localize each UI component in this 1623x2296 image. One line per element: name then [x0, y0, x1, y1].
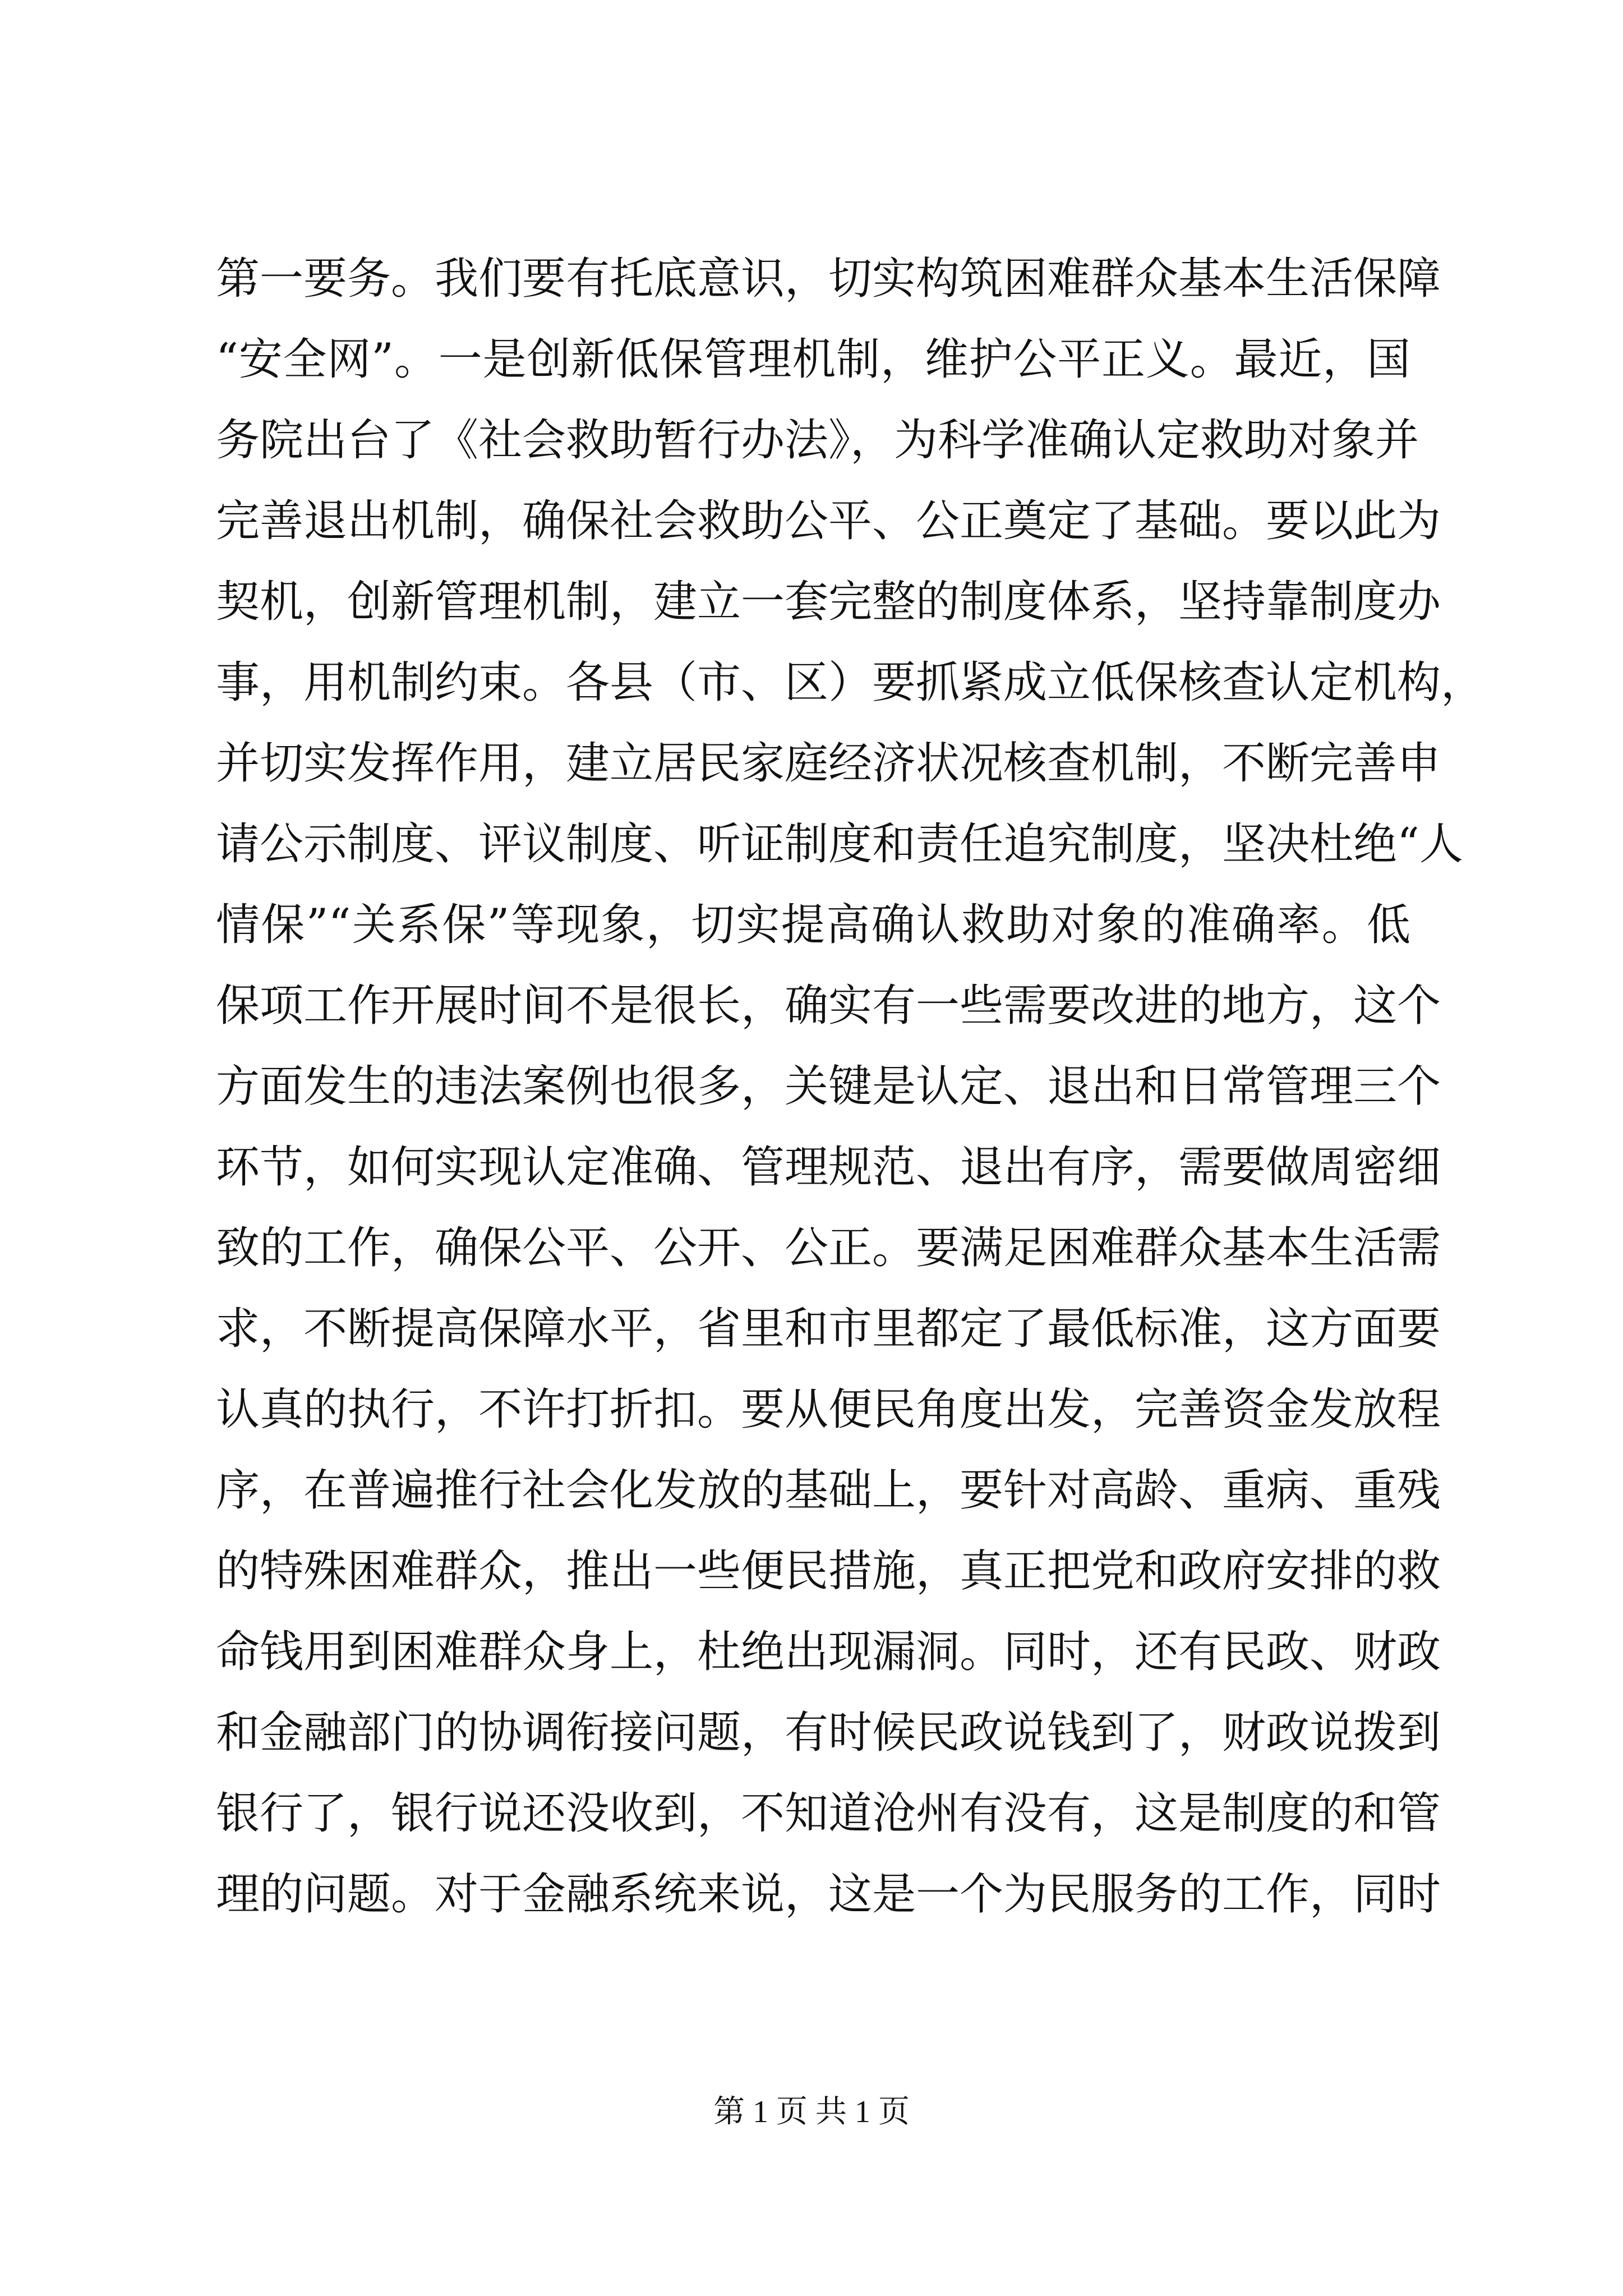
text-line: 银行了，银行说还没收到，不知道沧州有没有，这是制度的和管: [216, 1788, 1441, 1839]
text-line: 的特殊困难群众，推出一些便民措施，真正把党和政府安排的救: [216, 1546, 1441, 1596]
text-line: 完善退出机制，确保社会救助公平、公正奠定了基础。要以此为: [216, 496, 1441, 546]
text-line: 致的工作，确保公平、公开、公正。要满足困难群众基本生活需: [216, 1223, 1441, 1273]
text-line: 认真的执行，不许打折扣。要从便民角度出发，完善资金发放程: [216, 1384, 1441, 1435]
text-line: 方面发生的违法案例也很多，关键是认定、退出和日常管理三个: [216, 1061, 1441, 1112]
text-line: 和金融部门的协调衔接问题，有时候民政说钱到了，财政说拨到: [216, 1708, 1441, 1758]
text-line: 求，不断提高保障水平，省里和市里都定了最低标准，这方面要: [216, 1304, 1441, 1354]
text-line: 情保”“关系保”等现象，切实提高确认救助对象的准确率。低: [216, 900, 1410, 950]
text-line: 环节，如何实现认定准确、管理规范、退出有序，需要做周密细: [216, 1142, 1441, 1193]
text-line: 事，用机制约束。各县（市、区）要抓紧成立低保核查认定机构，: [216, 657, 1485, 708]
text-line: 契机，创新管理机制，建立一套完整的制度体系，坚持靠制度办: [216, 577, 1441, 627]
body-text: [216, 238, 1485, 1935]
text-line: 理的问题。对于金融系统来说，这是一个为民服务的工作，同时: [216, 1869, 1441, 1920]
text-line: 第一要务。我们要有托底意识，切实构筑困难群众基本生活保障: [216, 254, 1441, 304]
text-line: 请公示制度、评议制度、听证制度和责任追究制度，坚决杜绝“人: [216, 819, 1463, 869]
text-line: 命钱用到困难群众身上，杜绝出现漏洞。同时，还有民政、财政: [216, 1627, 1441, 1677]
text-line: 序，在普遍推行社会化发放的基础上，要针对高龄、重病、重残: [216, 1465, 1441, 1516]
text-line: “安全网”。一是创新低保管理机制，维护公平正义。最近，国: [216, 334, 1410, 385]
text-line: 保项工作开展时间不是很长，确实有一些需要改进的地方，这个: [216, 981, 1441, 1031]
text-line: 务院出台了《社会救助暂行办法》，为科学准确认定救助对象并: [216, 415, 1419, 466]
page-number-footer: 第 1 页 共 1 页: [713, 2095, 910, 2129]
text-line: 并切实发挥作用，建立居民家庭经济状况核查机制，不断完善申: [216, 738, 1441, 789]
